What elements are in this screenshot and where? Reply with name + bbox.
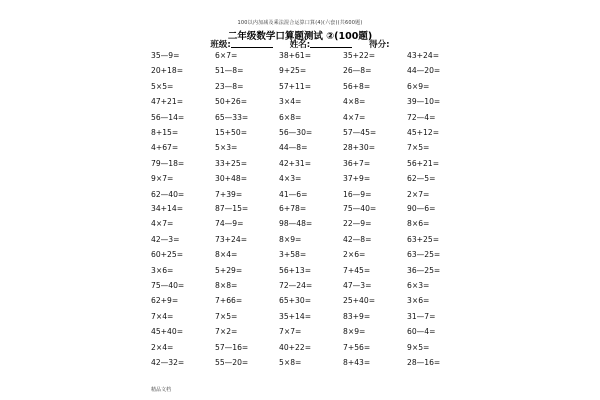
- problem-cell: 45+40=: [151, 327, 184, 337]
- problem-cell: 8×9=: [343, 327, 366, 337]
- class-blank: [231, 39, 273, 48]
- problem-cell: 20+18=: [151, 66, 184, 76]
- problem-cell: 6+78=: [279, 204, 307, 213]
- worksheet-title: 二年级数学口算题测试 ②(100题): [227, 31, 373, 42]
- name-blank: [310, 39, 352, 48]
- problem-cell: 7×2=: [215, 327, 238, 337]
- problem-cell: 33+25=: [215, 158, 248, 168]
- problem-cell: 72—24=: [279, 280, 313, 290]
- problem-cell: 4×7=: [343, 112, 366, 122]
- problem-cell: 8×6=: [407, 219, 430, 229]
- problem-cell: 39—10=: [407, 97, 441, 107]
- problem-cell: 83+9=: [343, 311, 371, 321]
- problem-cell: 9+25=: [279, 66, 307, 76]
- problem-cell: 15+50=: [215, 127, 248, 137]
- problem-cell: 45+12=: [407, 127, 440, 137]
- problem-cell: 36—25=: [407, 265, 441, 275]
- problem-cell: 74—9=: [215, 219, 244, 229]
- problem-cell: 42+31=: [279, 158, 312, 168]
- problem-cell: 57—45=: [343, 127, 377, 137]
- problem-cell: 47+21=: [151, 97, 184, 107]
- problem-cell: 40+22=: [279, 342, 312, 352]
- problem-grid-section-1: [151, 48, 471, 202]
- problem-cell: 35+14=: [279, 311, 312, 321]
- problem-cell: 60+25=: [151, 250, 184, 260]
- footer-text: 精品文档: [151, 387, 172, 393]
- problem-cell: 26—8=: [343, 66, 372, 76]
- problem-cell: 60—4=: [407, 327, 436, 337]
- problem-cell: 23—8=: [215, 81, 244, 91]
- problem-cell: 62+9=: [151, 296, 179, 306]
- problem-cell: 35—9=: [151, 51, 180, 60]
- problem-cell: 8×8=: [215, 280, 238, 290]
- problem-cell: 8+43=: [343, 357, 371, 367]
- problem-cell: 90—6=: [407, 204, 436, 213]
- problem-cell: 44—8=: [279, 143, 308, 153]
- problem-cell: 79—18=: [151, 158, 185, 168]
- problem-cell: 7+45=: [343, 265, 371, 275]
- problem-cell: 8×9=: [279, 234, 302, 244]
- problem-cell: 38+61=: [279, 51, 312, 60]
- problem-cell: 57—16=: [215, 342, 249, 352]
- problem-cell: 63—25=: [407, 250, 441, 260]
- problem-cell: 55—20=: [215, 357, 249, 367]
- problem-cell: 7+56=: [343, 342, 371, 352]
- problem-cell: 47—3=: [343, 280, 372, 290]
- problem-cell: 7+39=: [215, 189, 243, 199]
- problem-cell: 87—15=: [215, 204, 249, 213]
- problem-cell: 5×5=: [151, 81, 174, 91]
- problem-cell: 6×7=: [215, 51, 238, 60]
- problem-cell: 62—40=: [151, 189, 185, 199]
- problem-cell: 56+8=: [343, 81, 371, 91]
- problem-cell: 72—4=: [407, 112, 436, 122]
- score-label: 得分:: [369, 40, 390, 50]
- problem-cell: 57+11=: [279, 81, 312, 91]
- name-label: 姓名:: [289, 40, 311, 50]
- problem-cell: 65+30=: [279, 296, 312, 306]
- problem-cell: 56—14=: [151, 112, 185, 122]
- problem-cell: 56—30=: [279, 127, 313, 137]
- problem-cell: 6×9=: [407, 81, 430, 91]
- problem-cell: 50+26=: [215, 97, 248, 107]
- problem-cell: 9×5=: [407, 342, 430, 352]
- problem-cell: 4×3=: [279, 174, 302, 184]
- problem-cell: 63+25=: [407, 234, 440, 244]
- top-header-text: 100以内加减及乘法混合运算口算(4)(六套)(共600题): [237, 20, 363, 26]
- problem-cell: 4×7=: [151, 219, 174, 229]
- problem-cell: 5+29=: [215, 265, 243, 275]
- problem-cell: 25+40=: [343, 296, 376, 306]
- problem-cell: 65—33=: [215, 112, 249, 122]
- problem-cell: 28—16=: [407, 357, 441, 367]
- problem-cell: 7+66=: [215, 296, 243, 306]
- problem-cell: 42—32=: [151, 357, 185, 367]
- problem-cell: 28+30=: [343, 143, 376, 153]
- problem-cell: 2×6=: [343, 250, 366, 260]
- problem-cell: 3×6=: [407, 296, 430, 306]
- problem-cell: 98—48=: [279, 219, 313, 229]
- problem-cell: 6×3=: [407, 280, 430, 290]
- problem-cell: 42—3=: [151, 234, 180, 244]
- problem-cell: 56+13=: [279, 265, 312, 275]
- problem-cell: 3×6=: [151, 265, 174, 275]
- problem-cell: 51—8=: [215, 66, 244, 76]
- problem-cell: 5×3=: [215, 143, 238, 153]
- problem-cell: 7×5=: [215, 311, 238, 321]
- problem-cell: 8×4=: [215, 250, 238, 260]
- problem-cell: 75—40=: [151, 280, 185, 290]
- problem-cell: 5×8=: [279, 357, 302, 367]
- problem-cell: 8+15=: [151, 127, 179, 137]
- problem-cell: 62—5=: [407, 174, 436, 184]
- problem-cell: 2×4=: [151, 342, 174, 352]
- problem-cell: 41—6=: [279, 189, 308, 199]
- problem-cell: 7×4=: [151, 311, 174, 321]
- problem-cell: 44—20=: [407, 66, 441, 76]
- problem-cell: 2×7=: [407, 189, 430, 199]
- problem-cell: 36+7=: [343, 158, 371, 168]
- problem-cell: 9×7=: [151, 174, 174, 184]
- problem-cell: 16—9=: [343, 189, 372, 199]
- problem-cell: 73+24=: [215, 234, 248, 244]
- problem-cell: 7×5=: [407, 143, 430, 153]
- problem-cell: 43+24=: [407, 51, 440, 60]
- problem-cell: 30+48=: [215, 174, 248, 184]
- problem-cell: 42—8=: [343, 234, 372, 244]
- problem-cell: 4×8=: [343, 97, 366, 107]
- problem-cell: 7×7=: [279, 327, 302, 337]
- problem-cell: 31—7=: [407, 311, 436, 321]
- problem-cell: 3×4=: [279, 97, 302, 107]
- problem-cell: 4+67=: [151, 143, 179, 153]
- problem-cell: 22—9=: [343, 219, 372, 229]
- problem-cell: 56+21=: [407, 158, 440, 168]
- problem-cell: 37+9=: [343, 174, 371, 184]
- problem-cell: 3+58=: [279, 250, 307, 260]
- class-label: 班级:: [210, 40, 231, 50]
- problem-cell: 34+14=: [151, 204, 184, 213]
- problem-cell: 75—40=: [343, 204, 377, 213]
- problem-cell: 35+22=: [343, 51, 376, 60]
- problem-grid-section-2: [151, 201, 471, 370]
- problem-cell: 6×8=: [279, 112, 302, 122]
